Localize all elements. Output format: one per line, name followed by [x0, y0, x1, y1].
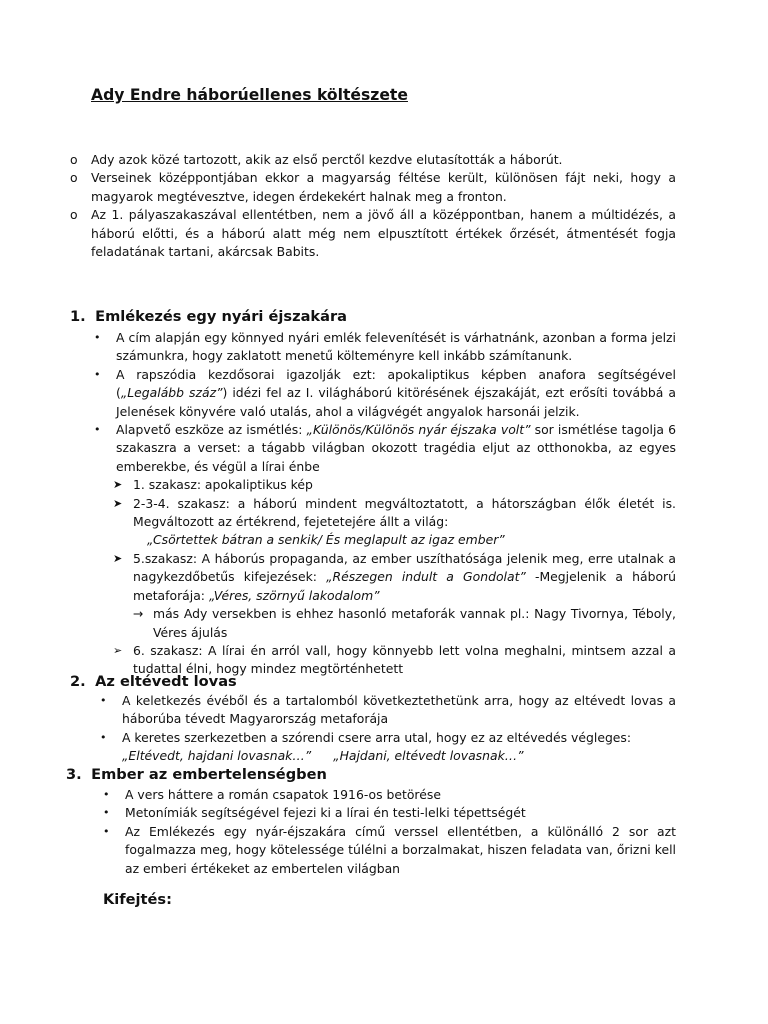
intro-item: o Az 1. pályaszakaszával ellentétben, nem a jövő áll a középpontban, hanem a múltidézés, a háború előtti, és a háború alatt még nem elpusztított értékek őrzését, átmentését fogja feladatának tartani, akárcsak Babits. — [70, 207, 676, 260]
intro-item: o Verseinek középpontjában ekkor a magyarság féltése került, különösen fájt neki, hogy a magyarok megtévesztve, idegen érdekekért halnak meg a fronton. — [70, 170, 676, 204]
list-item: • A vers háttere a román csapatok 1916-os betörése — [100, 786, 676, 804]
right-arrow-icon: → — [133, 606, 144, 622]
section3-bullet-list — [100, 786, 676, 878]
list-item: ➤ 5.szakasz: A háborús propaganda, az ember uszíthatósága jelenik meg, erre utalnak a nagykezdőbetűs kifejezések: „Részegen indult a Gondolat” -Megjelenik a háború metaforája: „Véres, szörnyű lakodalom” → más Ady versekben is ehhez hasonló metaforák vannak pl.: Nagy Tivornya, Téboly, Véres ájulás — [113, 550, 676, 642]
section1-bullet-list — [91, 329, 676, 679]
list-item: ➢ 6. szakasz: A lírai én arról vall, hogy könnyebb lett volna meghalni, mintsem azzal a tudattal élni, hogy mindez megtörténhetett — [113, 642, 676, 677]
intro-item: o Ady azok közé tartozott, akik az első perctől kezdve elutasították a háborút. — [70, 151, 676, 169]
list-item: • Metonímiák segítségével fejezi ki a lírai én testi-lelki tépettségét — [100, 804, 676, 822]
subheading: Kifejtés: — [103, 891, 172, 908]
bullet-icon: • — [94, 367, 101, 381]
list-item: ➤ 1. szakasz: apokaliptikus kép — [113, 476, 676, 494]
circle-bullet-icon: o — [70, 170, 78, 186]
bullet-icon: • — [94, 423, 101, 437]
bullet-icon: • — [103, 806, 110, 820]
circle-bullet-icon: o — [70, 152, 78, 167]
section-heading: 3. Ember az embertelenségben — [66, 766, 327, 783]
arrowhead-outline-icon: ➢ — [113, 643, 123, 657]
list-item: • A keretes szerkezetben a szórendi csere arra utal, hogy ez az eltévedés végleges: „Eltévedt, hajdani lovasnak…” „Hajdani, eltévedt lovasnak…” — [100, 729, 632, 764]
section2-bullet-list — [97, 692, 676, 766]
intro-list — [70, 151, 676, 261]
circle-bullet-icon: o — [70, 207, 78, 223]
list-item: • A keletkezés évéből és a tartalomból következtethetünk arra, hogy az eltévedt lovas a háborúba tévedt Magyarország metaforája — [100, 693, 676, 727]
list-item: • A rapszódia kezdősorai igazolják ezt: apokaliptikus képben anafora segítségével („Legalább száz”) idézi fel az I. világháború kitörésének éjszakáját, ezt erősíti továbbá a Jelenések könyvére való utalás, ahol a világvégét angyalok harsonái jelzik. — [94, 366, 676, 419]
section-heading: 1. Emlékezés egy nyári éjszakára — [70, 308, 348, 325]
arrowhead-icon: ➤ — [113, 551, 123, 565]
document-title: Ady Endre háborúellenes költészete — [91, 86, 408, 104]
list-item: ➤ 2-3-4. szakasz: a háború mindent megváltoztatott, a hátországban élők életét is. Megváltozott az értékrend, fejetetejére állt a világ: „Csörtettek bátran a senkik/ És meglapult az igaz ember” — [113, 495, 676, 550]
bullet-icon: • — [100, 694, 107, 707]
arrowhead-icon: ➤ — [113, 478, 123, 492]
arrowhead-icon: ➤ — [113, 496, 123, 510]
list-item: • Az Emlékezés egy nyár-éjszakára című verssel ellentétben, a különálló 2 sor azt fogalmazza meg, hogy kötelessége túlélni a borzalmakat, hiszen feladata van, őrizni kell az emberi értékeket az embertelen világban — [103, 823, 676, 876]
quote: „Csörtettek bátran a senkik/ És meglapult az igaz ember” — [147, 532, 505, 548]
bullet-icon: • — [103, 788, 110, 801]
note: → más Ady versekben is ehhez hasonló metaforák vannak pl.: Nagy Tivornya, Téboly, Véres ájulás — [133, 606, 676, 640]
bullet-icon: • — [100, 730, 107, 744]
bullet-icon: • — [103, 824, 110, 838]
list-item: • Alapvető eszköze az ismétlés: „Különös/Különös nyár éjszaka volt” sor ismétlése tagolja 6 szakaszra a verset: a tágabb világban okozott tragédia eljut az otthonokba, az egyes emberekbe, és végül a lírai énbe — [94, 422, 676, 474]
list-item: • A cím alapján egy könnyed nyári emlék felevenítését is várhatnánk, azonban a forma jelzi számunkra, hogy zaklatott menetű költeményre kell inkább számítanunk. — [94, 330, 676, 364]
section-heading: 2. Az eltévedt lovas — [70, 673, 237, 690]
stanza-list — [113, 476, 676, 678]
bullet-icon: • — [94, 331, 101, 344]
